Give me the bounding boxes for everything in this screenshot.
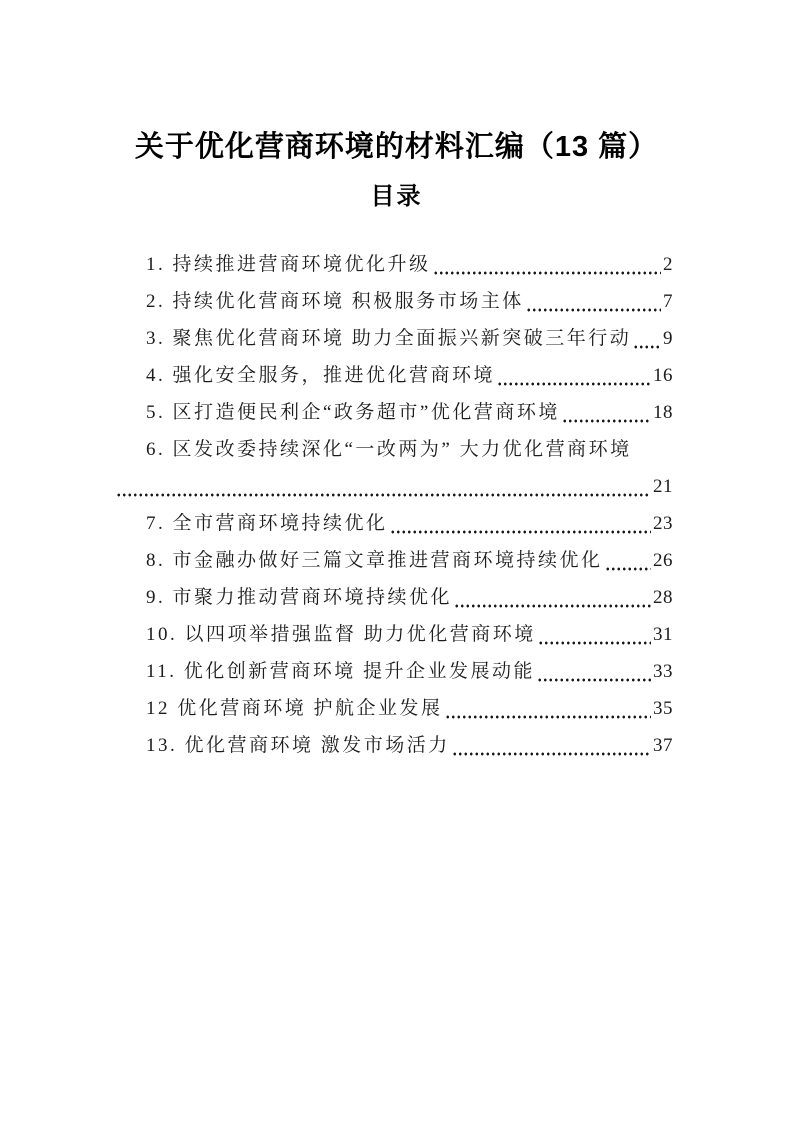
toc-entry-label: 10. 以四项举措强监督 助力优化营商环境 (146, 624, 536, 645)
toc-entry-label: 13. 优化营商环境 激发市场活力 (146, 735, 450, 756)
toc-heading: 目录 (370, 183, 423, 210)
toc-entry[interactable] (114, 542, 673, 579)
toc-entry[interactable] (114, 246, 673, 283)
toc-entry-label: 12 优化营商环境 护航企业发展 (146, 698, 443, 719)
toc-entry-page: 7 (663, 291, 673, 312)
toc-entry[interactable] (114, 320, 673, 357)
toc-leader-dots (605, 542, 651, 579)
toc-entry[interactable] (114, 357, 673, 394)
toc-entry-label: 2. 持续优化营商环境 积极服务市场主体 (146, 291, 524, 312)
toc-entry[interactable] (114, 431, 673, 468)
toc-entry-page: 33 (653, 661, 673, 682)
toc-entry[interactable] (114, 727, 673, 764)
toc-entry[interactable] (114, 690, 673, 727)
toc-entry[interactable] (114, 394, 673, 431)
toc-entry-label: 9. 市聚力推动营商环境持续优化 (146, 587, 453, 608)
toc-leader-dots (433, 246, 661, 283)
toc-leader-dots (537, 653, 651, 690)
toc-leader-dots (390, 505, 651, 542)
toc-entry-label: 4. 强化安全服务，推进优化营商环境 (146, 365, 496, 386)
toc-entry-label: 8. 市金融办做好三篇文章推进营商环境持续优化 (146, 550, 603, 571)
toc-entry-label: 1. 持续推进营商环境优化升级 (146, 254, 431, 275)
toc-leader-dots (454, 579, 651, 616)
toc-leader-dots (562, 394, 651, 431)
toc-entry-page: 2 (663, 254, 673, 275)
toc-entry-page: 28 (653, 587, 673, 608)
toc-entry-page: 37 (653, 735, 673, 756)
toc-leader-dots (116, 468, 651, 505)
toc-entry-label: 7. 全市营商环境持续优化 (146, 513, 388, 534)
toc-entry[interactable] (114, 468, 673, 505)
toc-entry-page: 31 (653, 624, 673, 645)
toc-entry-page: 23 (653, 513, 673, 534)
toc-entry-label: 5. 区打造便民利企“政务超市”优化营商环境 (146, 402, 560, 423)
toc-entry[interactable] (114, 653, 673, 690)
toc-entry-label: 6. 区发改委持续深化“一改两为” 大力优化营商环境 (146, 439, 632, 460)
toc-entry-label: 11. 优化创新营商环境 提升企业发展动能 (146, 661, 536, 682)
toc-entry[interactable] (114, 616, 673, 653)
toc-leader-dots (633, 320, 661, 357)
toc-entry-page: 9 (663, 328, 673, 349)
toc-leader-dots (538, 616, 651, 653)
toc-entry-page: 21 (653, 476, 673, 497)
toc-entry-page: 18 (653, 402, 673, 423)
document-title: 关于优化营商环境的材料汇编（13 篇） (134, 131, 659, 163)
table-of-contents (0, 246, 793, 764)
toc-entry[interactable] (114, 505, 673, 542)
toc-leader-dots (526, 283, 661, 320)
toc-entry[interactable] (114, 579, 673, 616)
toc-entry-label: 3. 聚焦优化营商环境 助力全面振兴新突破三年行动 (146, 328, 632, 349)
toc-leader-dots (452, 727, 651, 764)
toc-entry-page: 16 (653, 365, 673, 386)
toc-entry-page: 35 (653, 698, 673, 719)
toc-entry[interactable] (114, 283, 673, 320)
toc-leader-dots (497, 357, 651, 394)
toc-entry-page: 26 (653, 550, 673, 571)
toc-leader-dots (445, 690, 651, 727)
